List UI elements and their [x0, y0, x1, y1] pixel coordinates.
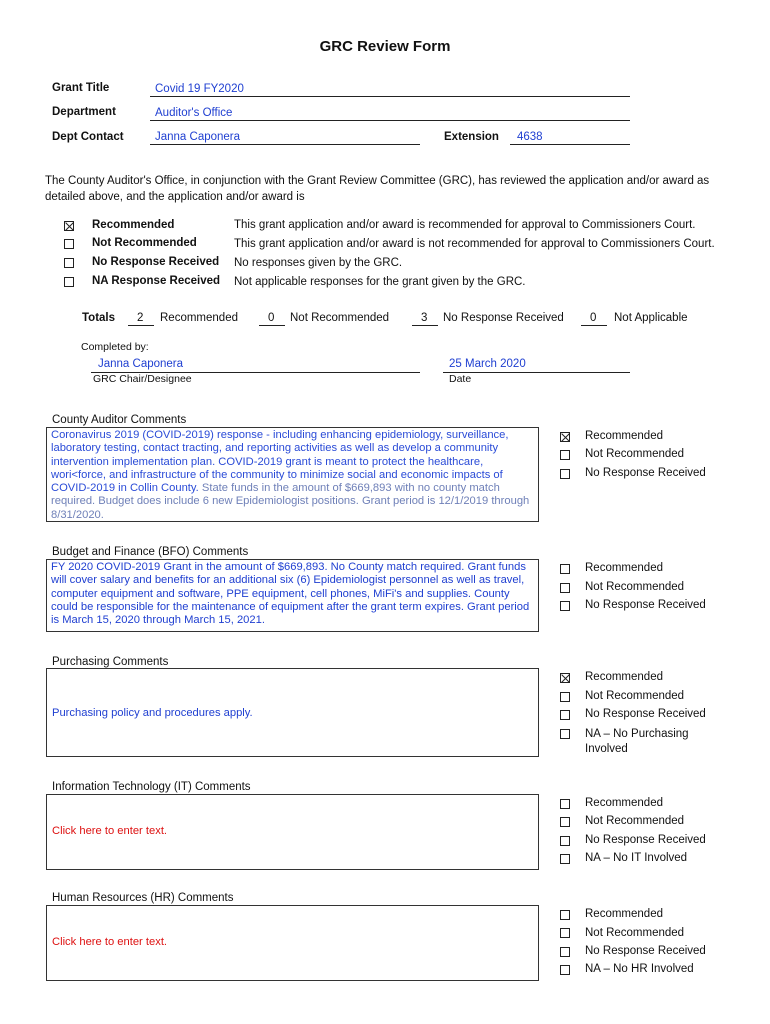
hr-not-recommended-checkbox[interactable] [560, 928, 570, 938]
hr-not-recommended-label: Not Recommended [585, 927, 685, 939]
bfo-not-recommended-checkbox[interactable] [560, 583, 570, 593]
dept-contact-field[interactable]: Janna Caponera [155, 131, 241, 143]
hr-comment: Click here to enter text. [52, 936, 168, 948]
status-not-recommended-checkbox[interactable] [64, 239, 74, 249]
purchasing-no-response-checkbox[interactable] [560, 710, 570, 720]
completed-by-label: Completed by: [81, 341, 149, 353]
intro-paragraph: The County Auditor's Office, in conjunction with the Grant Review Committee (GRC), has reviewed the application and/or award as detailed above, and the application and/or award is [45, 175, 710, 203]
totals-not-applicable-count[interactable]: 0 [590, 312, 597, 324]
purchasing-not-recommended-checkbox[interactable] [560, 692, 570, 702]
bfo-recommended-checkbox[interactable] [560, 564, 570, 574]
status-na-response-label: NA Response Received [92, 275, 221, 287]
page-title: GRC Review Form [319, 38, 451, 55]
it-comments-heading: Information Technology (IT) Comments [52, 781, 251, 793]
bfo-recommended-label: Recommended [585, 562, 663, 574]
totals-no-response-label: No Response Received [443, 312, 564, 324]
purchasing-recommended-checkbox[interactable] [560, 673, 570, 683]
it-comment: Click here to enter text. [52, 825, 168, 837]
it-na-label: NA – No IT Involved [585, 852, 688, 864]
hr-na-checkbox[interactable] [560, 965, 570, 975]
completion-date-caption: Date [449, 373, 472, 385]
status-not-recommended-description: This grant application and/or award is not recommended for approval to Commissioners Court. [234, 238, 715, 250]
it-comments-box[interactable] [46, 794, 539, 870]
it-no-response-checkbox[interactable] [560, 836, 570, 846]
bfo-not-recommended-label: Not Recommended [585, 581, 685, 593]
hr-no-response-checkbox[interactable] [560, 947, 570, 957]
it-not-recommended-label: Not Recommended [585, 815, 685, 827]
totals-label: Totals [82, 312, 116, 324]
status-recommended-checkbox[interactable] [64, 221, 74, 231]
purchasing-no-response-label: No Response Received [585, 708, 706, 720]
status-no-response-description: No responses given by the GRC. [234, 257, 403, 269]
auditor-recommended-checkbox[interactable] [560, 432, 570, 442]
totals-recommended-count[interactable]: 2 [137, 312, 144, 324]
it-recommended-checkbox[interactable] [560, 799, 570, 809]
grant-title-field[interactable]: Covid 19 FY2020 [155, 83, 244, 95]
purchasing-comments-heading: Purchasing Comments [52, 656, 169, 668]
totals-not-recommended-count[interactable]: 0 [268, 312, 275, 324]
it-not-recommended-checkbox[interactable] [560, 817, 570, 827]
status-no-response-label: No Response Received [92, 256, 220, 268]
bfo-no-response-checkbox[interactable] [560, 601, 570, 611]
purchasing-na-label-line2: Involved [585, 743, 628, 755]
completed-by-name-field[interactable]: Janna Caponera [98, 358, 184, 370]
it-no-response-label: No Response Received [585, 834, 706, 846]
auditor-comments-box[interactable] [46, 427, 539, 522]
totals-recommended-label: Recommended [160, 312, 238, 324]
totals-no-response-count[interactable]: 3 [421, 312, 428, 324]
extension-field[interactable]: 4638 [517, 131, 543, 143]
auditor-comment-main: Coronavirus 2019 (COVID-2019) response - including enhancing epidemiology, surveillance, laboratory testing, contact tracting, and reporting activities as well as develop a community intervention implementation plan. COVID-2019 grant is meant to protect the healthcare, wori<force, and infrastructure of the community to minimize social and economic impacts of COVID-2019 in Collin County. [51, 429, 509, 495]
purchasing-recommended-label: Recommended [585, 671, 663, 683]
status-na-response-checkbox[interactable] [64, 277, 74, 287]
hr-recommended-label: Recommended [585, 908, 663, 920]
bfo-comments-box[interactable] [46, 559, 539, 632]
hr-no-response-label: No Response Received [585, 945, 706, 957]
auditor-no-response-checkbox[interactable] [560, 469, 570, 479]
auditor-recommended-label: Recommended [585, 430, 663, 442]
auditor-comment-extra: State funds in the amount of $669,893 with no county match required. Budget does include 6 new Epidemiologist positions. Grant period is 12/1/2019 through 8/31/2020. [51, 482, 530, 521]
hr-comments-heading: Human Resources (HR) Comments [52, 892, 234, 904]
totals-not-recommended-label: Not Recommended [290, 312, 390, 324]
completion-date-field[interactable]: 25 March 2020 [449, 358, 526, 370]
hr-comments-box[interactable] [46, 905, 539, 981]
auditor-no-response-label: No Response Received [585, 467, 706, 479]
status-recommended-description: This grant application and/or award is recommended for approval to Commissioners Court. [234, 219, 696, 231]
bfo-comment: FY 2020 COVID-2019 Grant in the amount of $669,893. No County match required. Grant funds will cover salary and benefits for an additional six (6) Epidemiologist personnel as well as travel, computer equipment and software, PPE equipment, cell phones, MiFi's and supplies. County could be responsible for the maintenance of equipment after the grant term expires. Grant period is March 15, 2020 through March 15, 2021. [51, 561, 530, 627]
status-na-response-description: Not applicable responses for the grant given by the GRC. [234, 276, 526, 288]
auditor-not-recommended-label: Not Recommended [585, 448, 685, 460]
totals-not-applicable-label: Not Applicable [614, 312, 688, 324]
auditor-comments-heading: County Auditor Comments [52, 414, 187, 426]
completed-by-caption: GRC Chair/Designee [93, 373, 192, 385]
purchasing-not-recommended-label: Not Recommended [585, 690, 685, 702]
extension-label: Extension [444, 131, 499, 143]
department-field[interactable]: Auditor's Office [155, 107, 233, 119]
status-not-recommended-label: Not Recommended [92, 237, 197, 249]
hr-recommended-checkbox[interactable] [560, 910, 570, 920]
it-recommended-label: Recommended [585, 797, 663, 809]
hr-na-label: NA – No HR Involved [585, 963, 694, 975]
auditor-not-recommended-checkbox[interactable] [560, 450, 570, 460]
purchasing-comment: Purchasing policy and procedures apply. [52, 707, 253, 719]
dept-contact-label: Dept Contact [52, 131, 124, 143]
grant-title-label: Grant Title [52, 82, 110, 94]
purchasing-comments-box[interactable] [46, 668, 539, 757]
purchasing-na-label: NA – No Purchasing [585, 728, 689, 740]
bfo-no-response-label: No Response Received [585, 599, 706, 611]
department-label: Department [52, 106, 116, 118]
status-recommended-label: Recommended [92, 219, 175, 231]
bfo-comments-heading: Budget and Finance (BFO) Comments [52, 546, 249, 558]
status-no-response-checkbox[interactable] [64, 258, 74, 268]
purchasing-na-checkbox[interactable] [560, 729, 570, 739]
it-na-checkbox[interactable] [560, 854, 570, 864]
